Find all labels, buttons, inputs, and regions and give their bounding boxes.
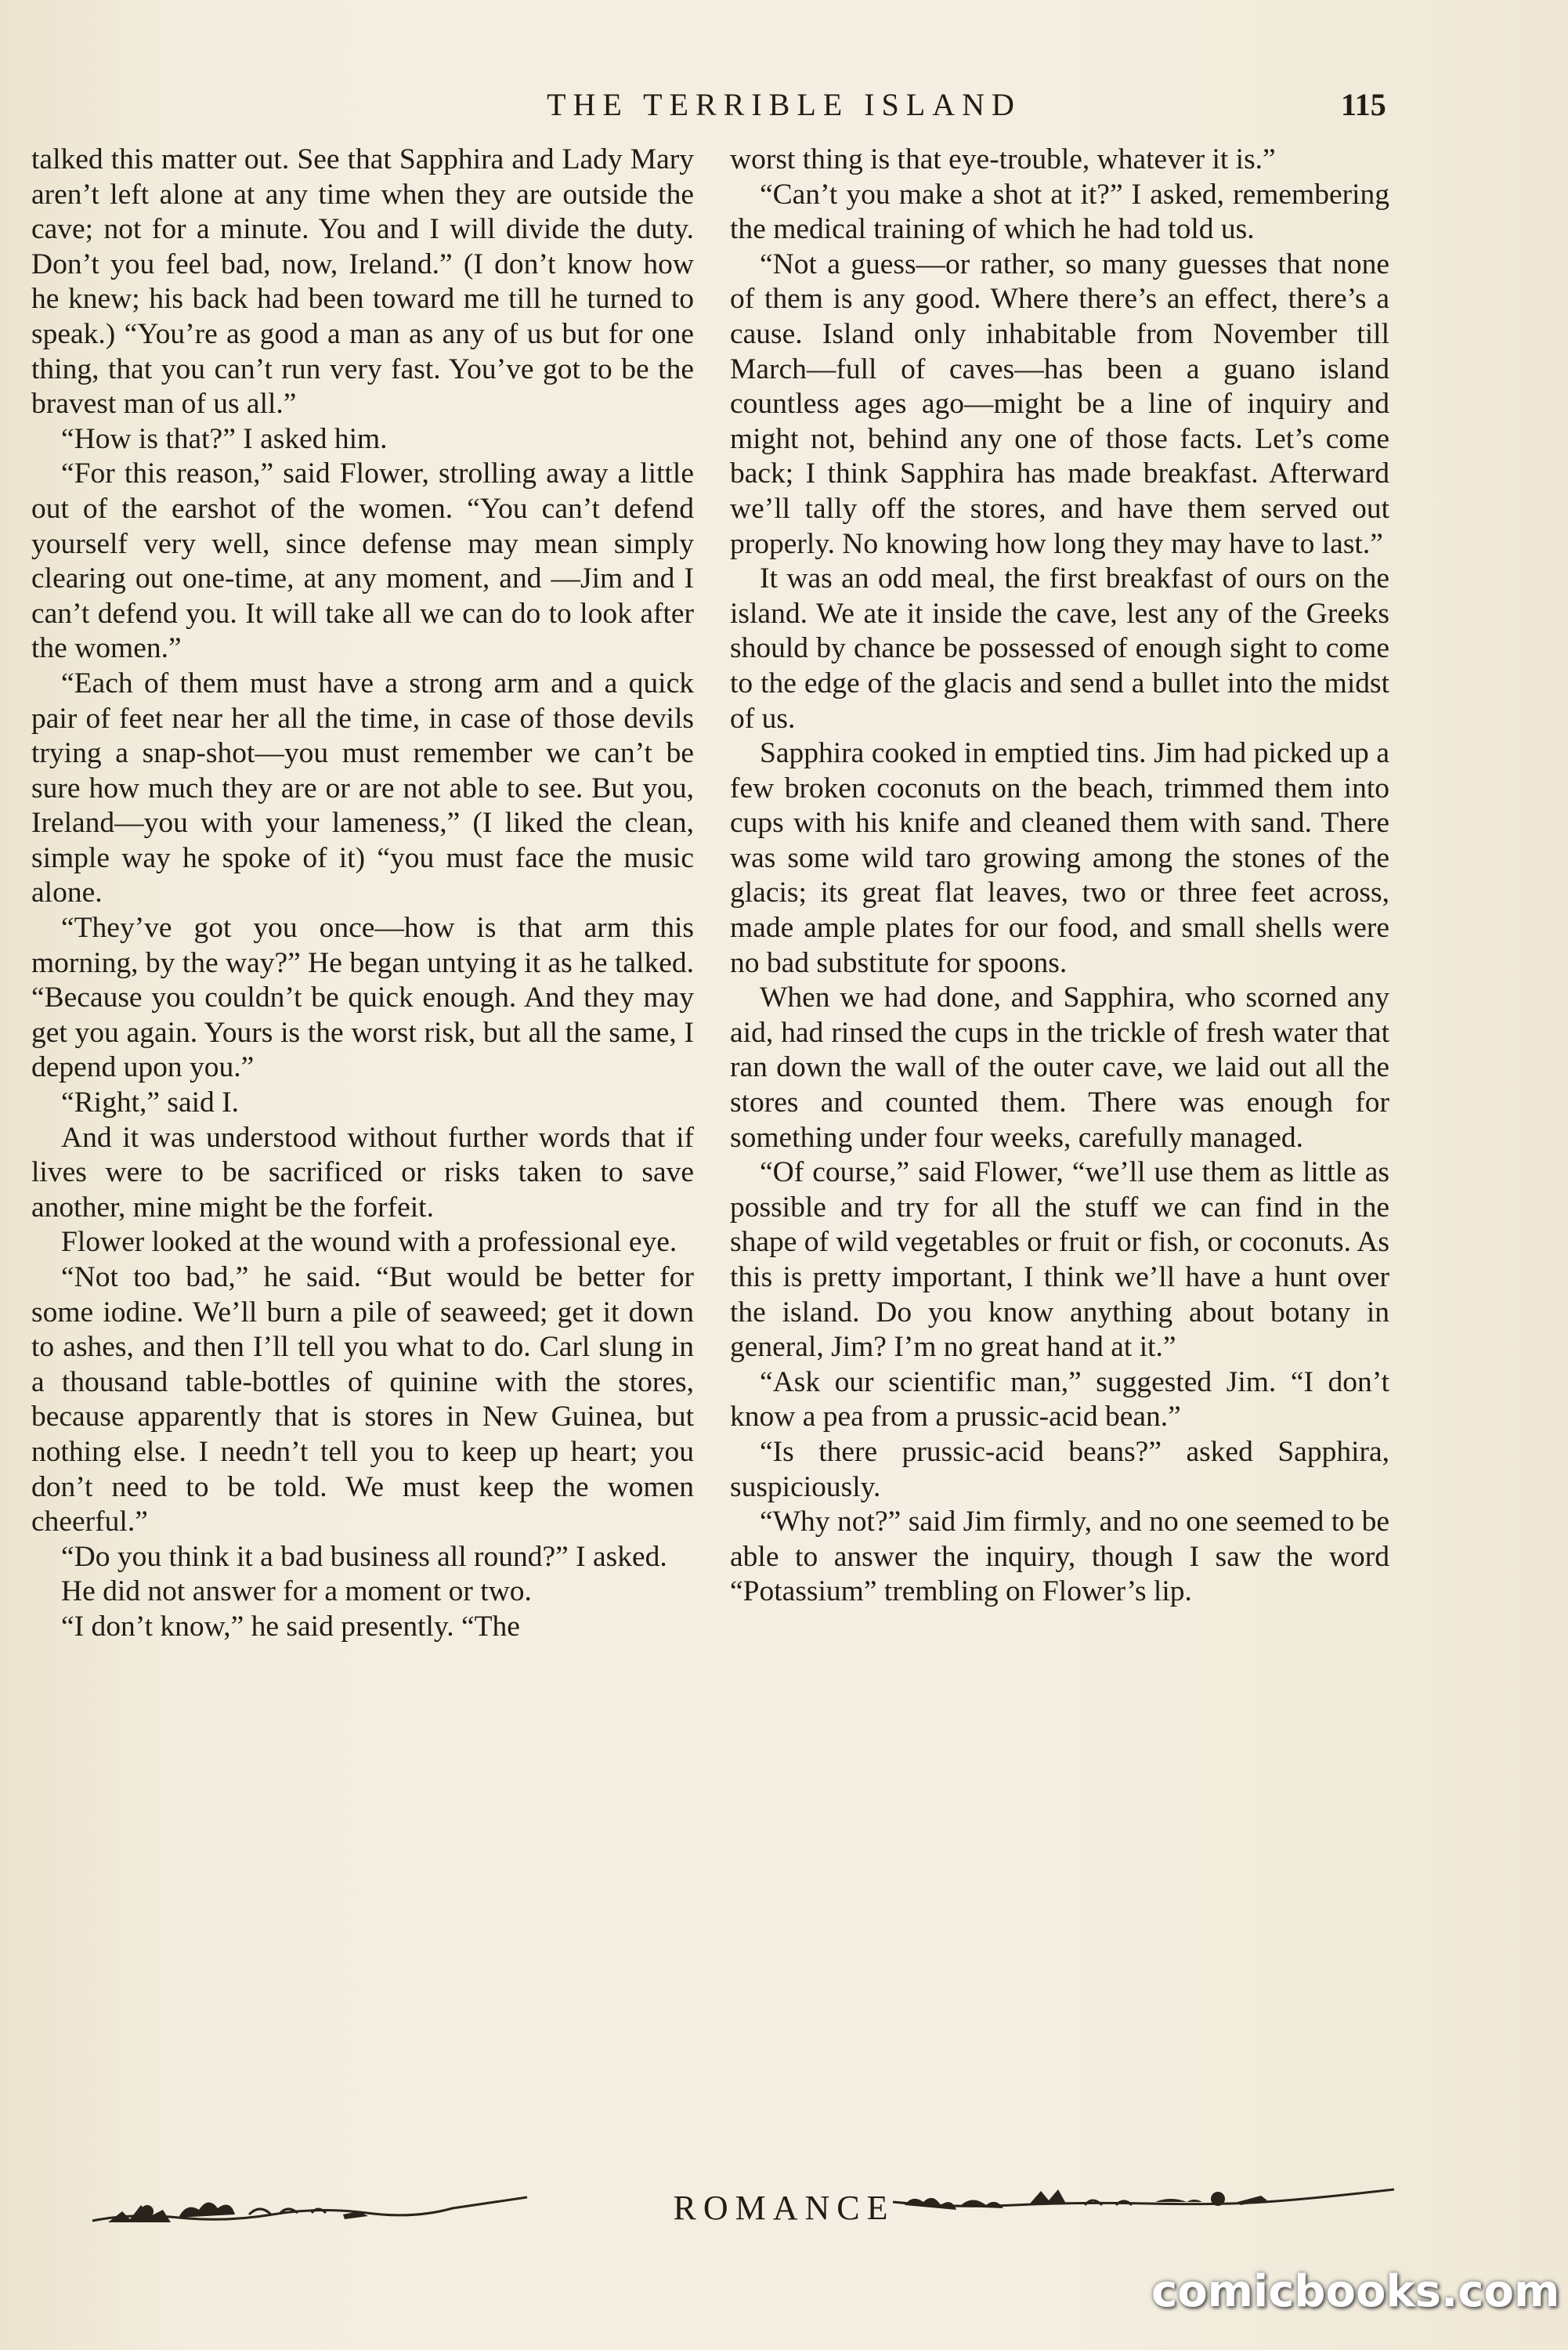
paragraph: “Why not?” said Jim firmly, and no one seemed to be able to answer the inquiry, though I saw the word “Potassium” trembling on Flower’s lip. xyxy=(730,1506,1389,1608)
paragraph: “Of course,” said Flower, “we’ll use them as little as possible and try for all the stuff we can find in the shape of wild vegetables or fruit or fish, or coconuts. As this is pretty important, I think we’ll have a hunt over the island. Do you know anything about botany in general, Jim? I’m no great hand at it.” xyxy=(730,1156,1389,1364)
paragraph: “Is there prussic-acid beans?” asked Sapphira, suspiciously. xyxy=(730,1435,1389,1503)
page-footer xyxy=(0,2166,1568,2252)
paragraph: “For this reason,” said Flower, strolling away a little out of the earshot of the women. “You can’t defend yourself very well, since defense may mean simply clearing out one-time, at any moment, and —Jim and I can’t defend you. It will take all we can do to look after the women.” xyxy=(31,457,694,665)
paragraph: Sapphira cooked in emptied tins. Jim had picked up a few broken coconuts on the beach, trimmed them into cups with his knife and cleaned them with sand. There was some wild taro growing among the stones of the glacis; its great flat leaves, two or three feet across, made ample plates for our food, and small shells were no bad substitute for spoons. xyxy=(730,737,1389,979)
paragraph: “Not a guess—or rather, so many guesses that none of them is any good. Where there’s an effect, there’s a cause. Island only inhabitable from November till March—full of caves—has been a guano island countless ages ago—might be a line of inquiry and might not, behind any one of those facts. Let’s come back; I think Sapphira has made breakfast. Afterward we’ll tally off the stores, and have them served out properly. No knowing how long they may have to last.” xyxy=(730,248,1389,560)
paragraph: “Do you think it a bad business all round?” I asked. xyxy=(61,1540,667,1573)
paragraph: He did not answer for a moment or two. xyxy=(61,1575,532,1608)
paragraph: talked this matter out. See that Sapphira and Lady Mary aren’t left alone at any time when they are outside the cave; not for a minute. You and I will divide the duty. Don’t you feel bad, now, Ireland.” (I don’t know how he knew; his back had been toward me till he turned to speak.) “You’re as good a man as any of us but for one thing, that you can’t run very fast. You’ve got to be the bravest man of us all.” xyxy=(31,143,694,421)
paragraph: “Right,” said I. xyxy=(61,1086,240,1119)
paragraph: worst thing is that eye-trouble, whatever it is.” xyxy=(730,143,1276,175)
paragraph: “Ask our scientific man,” suggested Jim. “I don’t know a pea from a prussic-acid bean.” xyxy=(730,1365,1389,1434)
paragraph: “Not too bad,” he said. “But would be better for some iodine. We’ll burn a pile of seaweed; get it down to ashes, and then I’ll tell you what to do. Carl slung in a thousand table-bottles of quinine with the stores, because apparently that is stores in New Guinea, but nothing else. I needn’t tell you to keep up heart; you don’t need to be told. We must keep the women cheerful.” xyxy=(31,1261,694,1538)
paragraph: “They’ve got you once—how is that arm this morning, by the way?” He began untying it as he talked. “Because you couldn’t be quick enough. And they may get you again. Yours is the worst risk, but all the same, I depend upon you.” xyxy=(31,912,694,1084)
paragraph: Flower looked at the wound with a professional eye. xyxy=(61,1226,677,1259)
site-watermark: comicbooks.com xyxy=(1151,2266,1560,2317)
paragraph: And it was understood without further words that if lives were to be sacrificed or risks taken to save another, mine might be the forfeit. xyxy=(31,1121,694,1224)
left-column xyxy=(31,143,694,1645)
paragraph: “Can’t you make a shot at it?” I asked, remembering the medical training of which he had told us. xyxy=(730,178,1389,246)
right-column xyxy=(730,143,1389,1610)
footer-ornament-right-icon xyxy=(889,2166,1398,2236)
paragraph: It was an odd meal, the first breakfast of ours on the island. We ate it inside the cave, lest any of the Greeks should by chance be possessed of enough sight to come to the edge of the glacis and send a bullet into the midst of us. xyxy=(730,562,1389,735)
paragraph: “I don’t know,” he said presently. “The xyxy=(61,1610,520,1643)
paragraph: “Each of them must have a strong arm and a quick pair of feet near her all the time, in case of those devils trying a snap-shot—you must remember we can’t be sure how much they are or are not able to see. But you, Ireland—you with your lameness,” (I liked the clean, simple way he spoke of it) “you must face the music alone. xyxy=(31,667,694,909)
paragraph: When we had done, and Sapphira, who scorned any aid, had rinsed the cups in the trickle of fresh water that ran down the wall of the outer cave, we laid out all the stores and counted them. There was enough for something under four weeks, carefully managed. xyxy=(730,982,1389,1154)
running-title: THE TERRIBLE ISLAND xyxy=(547,87,1021,122)
page-number: 115 xyxy=(1341,87,1386,122)
magazine-title: ROMANCE xyxy=(673,2189,895,2227)
paragraph: “How is that?” I asked him. xyxy=(61,422,388,455)
